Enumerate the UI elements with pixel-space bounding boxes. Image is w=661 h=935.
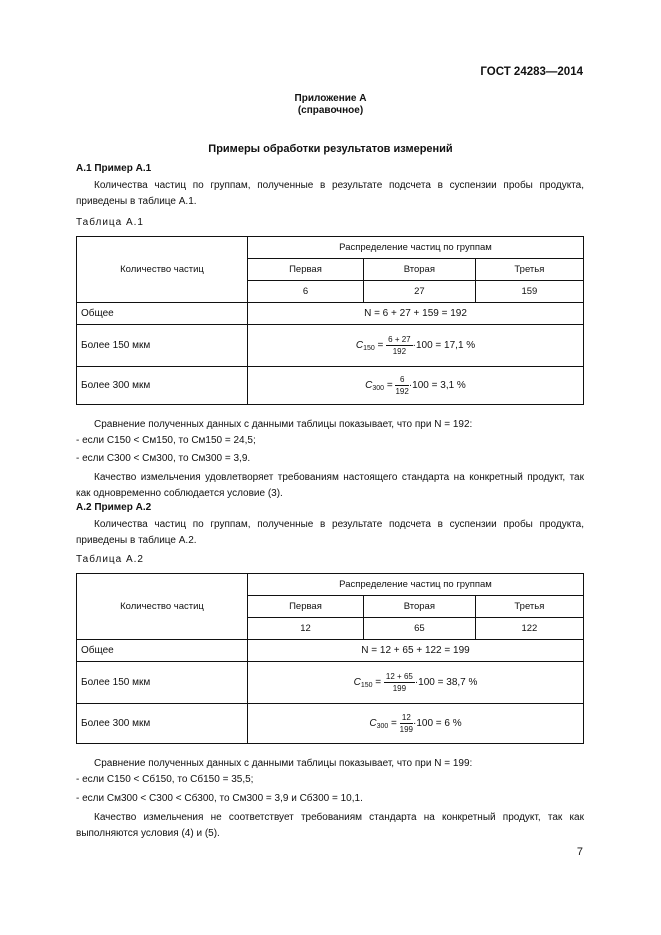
count-third: 122 (475, 618, 583, 640)
page-number: 7 (576, 846, 583, 858)
example1-condition-1: - если C150 < Cм150, то Cм150 = 24,5; (76, 435, 256, 446)
appendix-subtitle: (справочное) (297, 105, 364, 116)
example1-conclusion: Качество измельчения удовлетворяет требованиям настоящего стандарта на конкретный продукт, так как одновременно соблюдается условие (3). (76, 472, 584, 499)
table1-caption: Таблица А.1 (76, 217, 144, 228)
count-third: 159 (475, 281, 583, 303)
example1-condition-2: - если C300 < Cм300, то Cм300 = 3,9. (76, 453, 251, 464)
c300-formula: $C_{300}$ = $\frac{6}{192}$ ·100 = 3,1 % (248, 367, 584, 405)
example2-compare: Сравнение полученных данных с данными таблицы показывает, что при N = 199: (94, 758, 473, 769)
col-header: Количество частиц (77, 574, 248, 640)
group-third: Третья (475, 596, 583, 618)
table2-caption: Таблица А.2 (76, 554, 144, 565)
row-total-label: Общее (77, 640, 248, 662)
total-formula: N = 6 + 27 + 159 = 192 (248, 303, 584, 325)
example2-condition-1: - если C150 < Cб150, то Cб150 = 35,5; (76, 774, 254, 785)
example2-intro: Количества частиц по группам, полученные в результате подсчета в суспензии пробы продукта, приведены в таблице А.2. (76, 519, 584, 546)
count-second: 27 (363, 281, 475, 303)
example1-compare: Сравнение полученных данных с данными таблицы показывает, что при N = 192: (94, 419, 473, 430)
group-first: Первая (248, 259, 364, 281)
row-300-label: Более 300 мкм (77, 367, 248, 405)
c300-formula: $C_{300}$ = $\frac{12}{199}$ ·100 = 6 % (248, 704, 584, 744)
total-formula: N = 12 + 65 + 122 = 199 (248, 640, 584, 662)
example2-conclusion: Качество измельчения не соответствует требованиям стандарта на конкретный продукт, так как выполняются условия (4) и (5). (76, 812, 584, 839)
section-title: Примеры обработки результатов измерений (208, 143, 453, 155)
example2-condition-2: - если Cм300 < C300 < Cб300, то Cм300 = 3,9 и Cб300 = 10,1. (76, 793, 363, 804)
example2-heading: А.2 Пример А.2 (76, 502, 152, 513)
example1-intro: Количества частиц по группам, полученные в результате подсчета в суспензии пробы продукта, приведены в таблице А.1. (76, 180, 584, 207)
appendix-title: Приложение А (294, 93, 367, 104)
group-second: Вторая (363, 596, 475, 618)
table-a2 (76, 573, 584, 744)
row-150-label: Более 150 мкм (77, 662, 248, 704)
group-first: Первая (248, 596, 364, 618)
count-second: 65 (363, 618, 475, 640)
c150-formula: $C_{150}$ = $\frac{6 + 27}{192}$ ·100 = 17,1 % (248, 325, 584, 367)
example1-heading: А.1 Пример А.1 (76, 163, 152, 174)
group-header: Распределение частиц по группам (248, 237, 584, 259)
count-first: 6 (248, 281, 364, 303)
group-second: Вторая (363, 259, 475, 281)
row-total-label: Общее (77, 303, 248, 325)
group-third: Третья (475, 259, 583, 281)
standard-number: ГОСТ 24283—2014 (480, 66, 583, 78)
col-header: Количество частиц (77, 237, 248, 303)
group-header: Распределение частиц по группам (248, 574, 584, 596)
row-150-label: Более 150 мкм (77, 325, 248, 367)
c150-formula: $C_{150}$ = $\frac{12 + 65}{199}$ ·100 = 38,7 % (248, 662, 584, 704)
table-a1 (76, 236, 584, 405)
count-first: 12 (248, 618, 364, 640)
row-300-label: Более 300 мкм (77, 704, 248, 744)
